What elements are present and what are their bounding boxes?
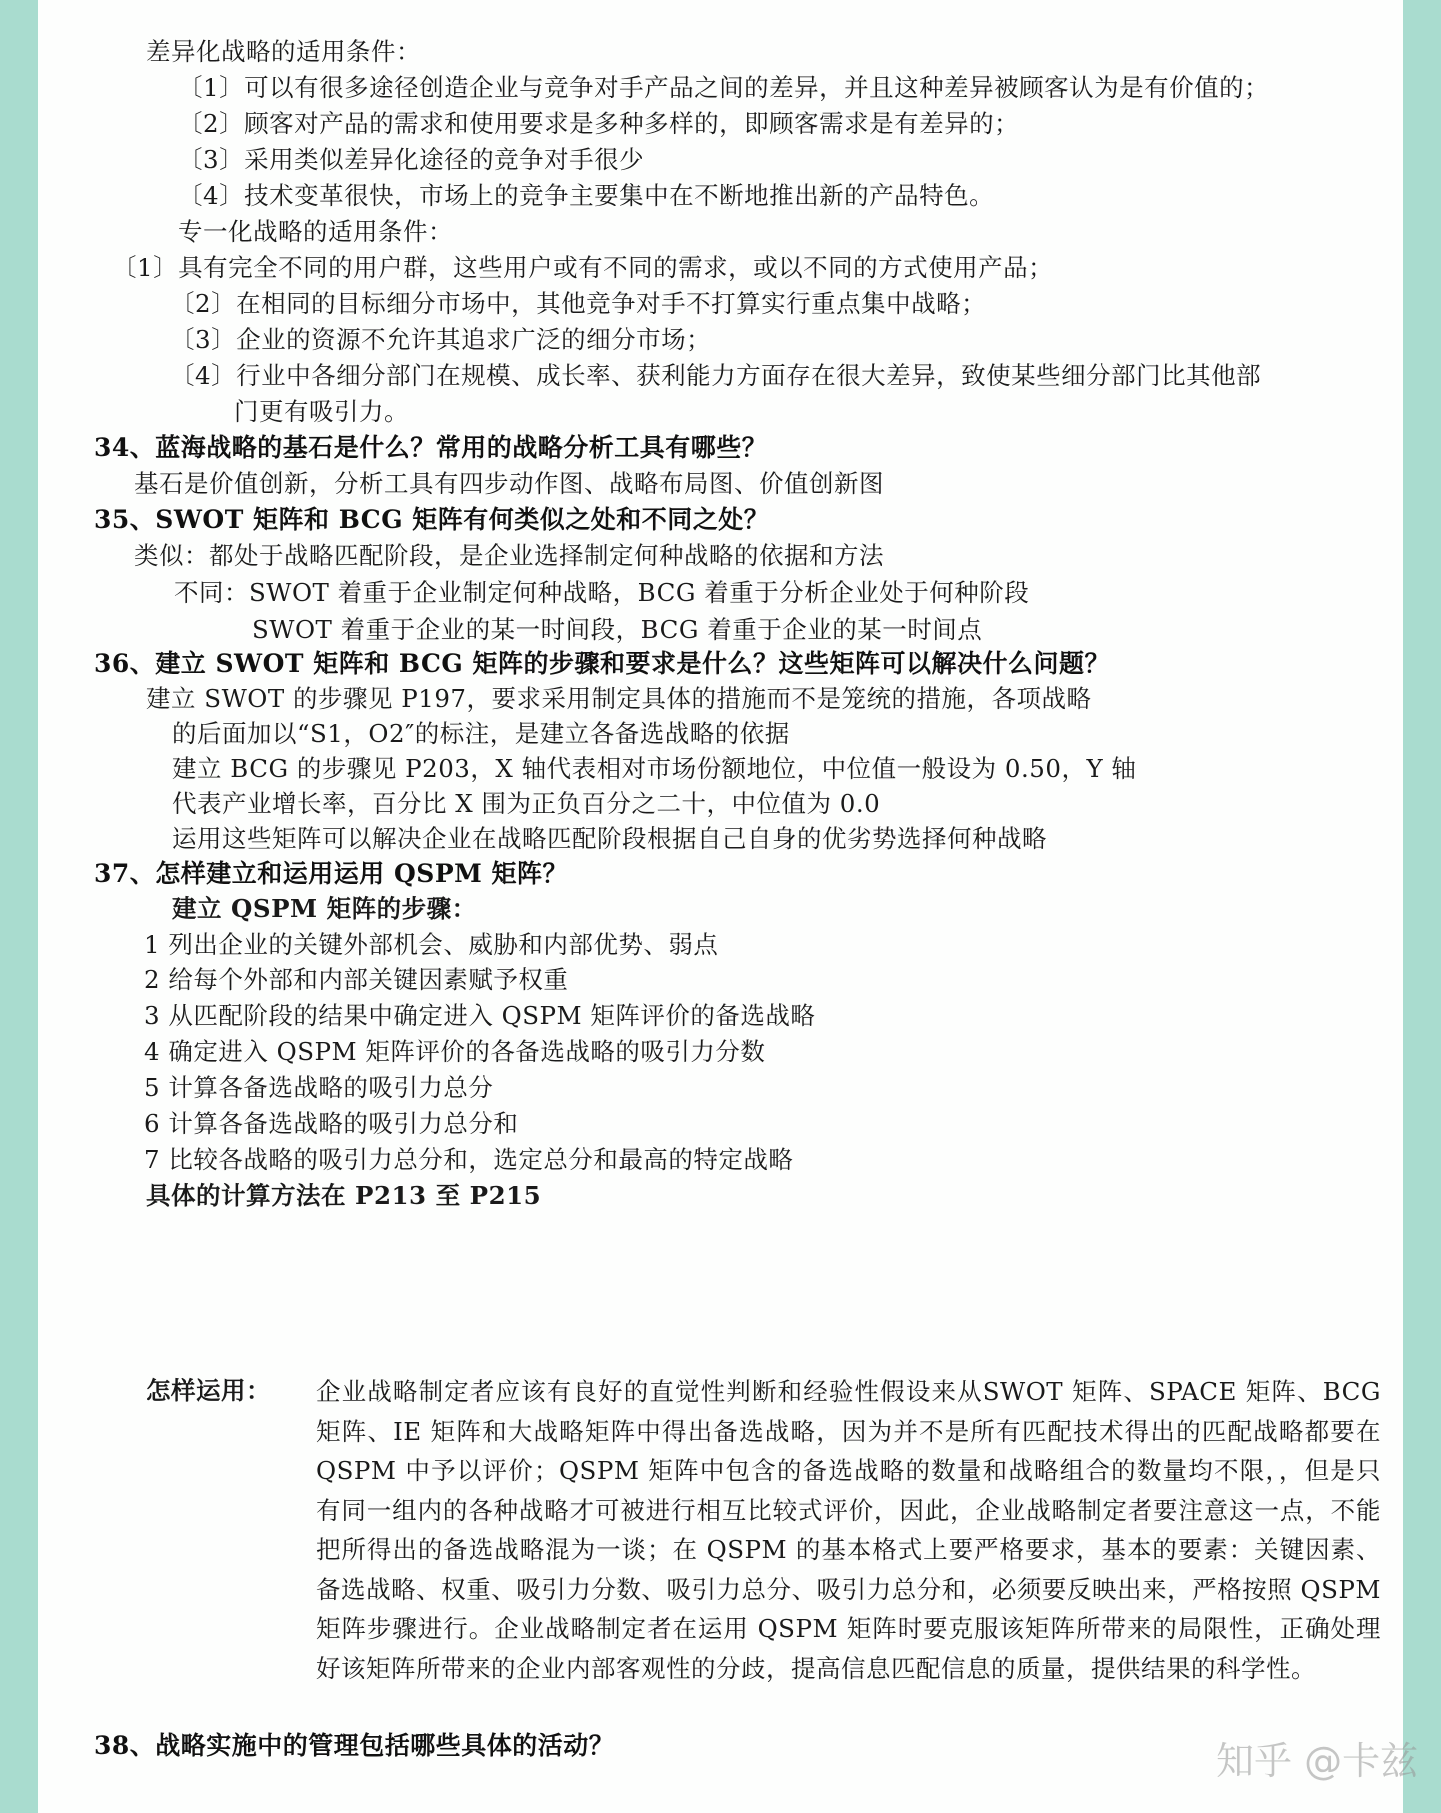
qspm-step: 3 从匹配阶段的结果中确定进入 QSPM 矩阵评价的备选战略 bbox=[144, 1001, 816, 1030]
list-item: 〔4〕技术变革很快，市场上的竞争主要集中在不断地推出新的产品特色。 bbox=[178, 181, 995, 210]
list-item-continuation: 门更有吸引力。 bbox=[234, 397, 409, 426]
answer-35-different-2: SWOT 着重于企业的某一时间段，BCG 着重于企业的某一时间点 bbox=[252, 615, 983, 644]
document-page bbox=[38, 0, 1419, 1813]
how-to-use-label: 怎样运用： bbox=[146, 1376, 271, 1405]
answer-34: 基石是价值创新，分析工具有四步动作图、战略布局图、价值创新图 bbox=[134, 469, 884, 498]
answer-36-line: 的后面加以“S1，O2″的标注，是建立各备选战略的依据 bbox=[172, 719, 790, 748]
answer-36-line: 运用这些矩阵可以解决企业在战略匹配阶段根据自己自身的优劣势选择何种战略 bbox=[172, 824, 1047, 853]
qspm-step: 2 给每个外部和内部关键因素赋予权重 bbox=[144, 965, 569, 994]
calculation-method-note: 具体的计算方法在 P213 至 P215 bbox=[146, 1181, 542, 1210]
qspm-steps-heading: 建立 QSPM 矩阵的步骤： bbox=[172, 894, 477, 923]
question-37: 37、怎样建立和运用运用 QSPM 矩阵？ bbox=[94, 859, 569, 888]
answer-36-line: 建立 SWOT 的步骤见 P197，要求采用制定具体的措施而不是笼统的措施，各项战略 bbox=[146, 684, 1092, 713]
qspm-step: 1 列出企业的关键外部机会、威胁和内部优势、弱点 bbox=[144, 930, 719, 959]
list-item: 〔2〕顾客对产品的需求和使用要求是多种多样的，即顾客需求是有差异的； bbox=[178, 109, 1020, 138]
zhihu-watermark: 知乎 @卡兹 bbox=[1216, 1739, 1419, 1783]
question-38: 38、战略实施中的管理包括哪些具体的活动？ bbox=[94, 1731, 615, 1760]
answer-36-line: 建立 BCG 的步骤见 P203，X 轴代表相对市场份额地位，中位值一般设为 0.50，Y 轴 bbox=[172, 754, 1137, 783]
answer-35-different: 不同：SWOT 着重于企业制定何种战略，BCG 着重于分析企业处于何种阶段 bbox=[174, 578, 1030, 607]
list-item: 〔4〕行业中各细分部门在规模、成长率、获利能力方面存在很大差异，致使某些细分部门比其他部 bbox=[170, 361, 1262, 390]
question-34: 34、蓝海战略的基石是什么？常用的战略分析工具有哪些？ bbox=[94, 433, 768, 462]
question-36: 36、建立 SWOT 矩阵和 BCG 矩阵的步骤和要求是什么？这些矩阵可以解决什么问题？ bbox=[94, 649, 1110, 678]
list-item: 〔2〕在相同的目标细分市场中，其他竞争对手不打算实行重点集中战略； bbox=[170, 289, 987, 318]
list-item: 〔1〕可以有很多途径创造企业与竞争对手产品之间的差异，并且这种差异被顾客认为是有价值的； bbox=[178, 73, 1270, 102]
qspm-step: 6 计算各备选战略的吸引力总分和 bbox=[144, 1109, 519, 1138]
question-35: 35、SWOT 矩阵和 BCG 矩阵有何类似之处和不同之处？ bbox=[94, 505, 770, 534]
list-item: 〔3〕企业的资源不允许其追求广泛的细分市场； bbox=[170, 325, 712, 354]
heading-differentiation-conditions: 差异化战略的适用条件： bbox=[146, 37, 421, 66]
answer-36-line: 代表产业增长率，百分比 X 围为正负百分之二十，中位值为 0.0 bbox=[172, 789, 881, 818]
qspm-step: 4 确定进入 QSPM 矩阵评价的各备选战略的吸引力分数 bbox=[144, 1037, 766, 1066]
how-to-use-paragraph: 企业战略制定者应该有良好的直觉性判断和经验性假设来从SWOT 矩阵、SPACE 矩阵、BCG 矩阵、IE 矩阵和大战略矩阵中得出备选战略，因为并不是所有匹配技术得出的匹配战略都要在 QSPM 中予以评价；QSPM 矩阵中包含的备选战略的数量和战略组合的数量均不限，，但是只有同一组内的各种战略才可被进行相互比较式评价，因此，企业战略制定者要注意这一点，不能把所得出的备选战略混为一谈；在 QSPM 的基本格式上要严格要求，基本的要素：关键因素、备选战略、权重、吸引力分数、吸引力总分、吸引力总分和，必须要反映出来，严格按照 QSPM 矩阵步骤进行。企业战略制定者在运用 QSPM 矩阵时要克服该矩阵所带来的局限性，正确处理好该矩阵所带来的企业内部客观性的分歧，提高信息匹配信息的质量，提供结果的科学性。 bbox=[316, 1377, 1381, 1683]
answer-35-similar: 类似：都处于战略匹配阶段，是企业选择制定何种战略的依据和方法 bbox=[134, 541, 884, 570]
qspm-step: 7 比较各战略的吸引力总分和，选定总分和最高的特定战略 bbox=[144, 1145, 794, 1174]
heading-focus-conditions: 专一化战略的适用条件： bbox=[178, 217, 453, 246]
qspm-step: 5 计算各备选战略的吸引力总分 bbox=[144, 1073, 494, 1102]
list-item: 〔1〕具有完全不同的用户群，这些用户或有不同的需求，或以不同的方式使用产品； bbox=[112, 253, 1054, 282]
list-item: 〔3〕采用类似差异化途径的竞争对手很少 bbox=[178, 145, 645, 174]
